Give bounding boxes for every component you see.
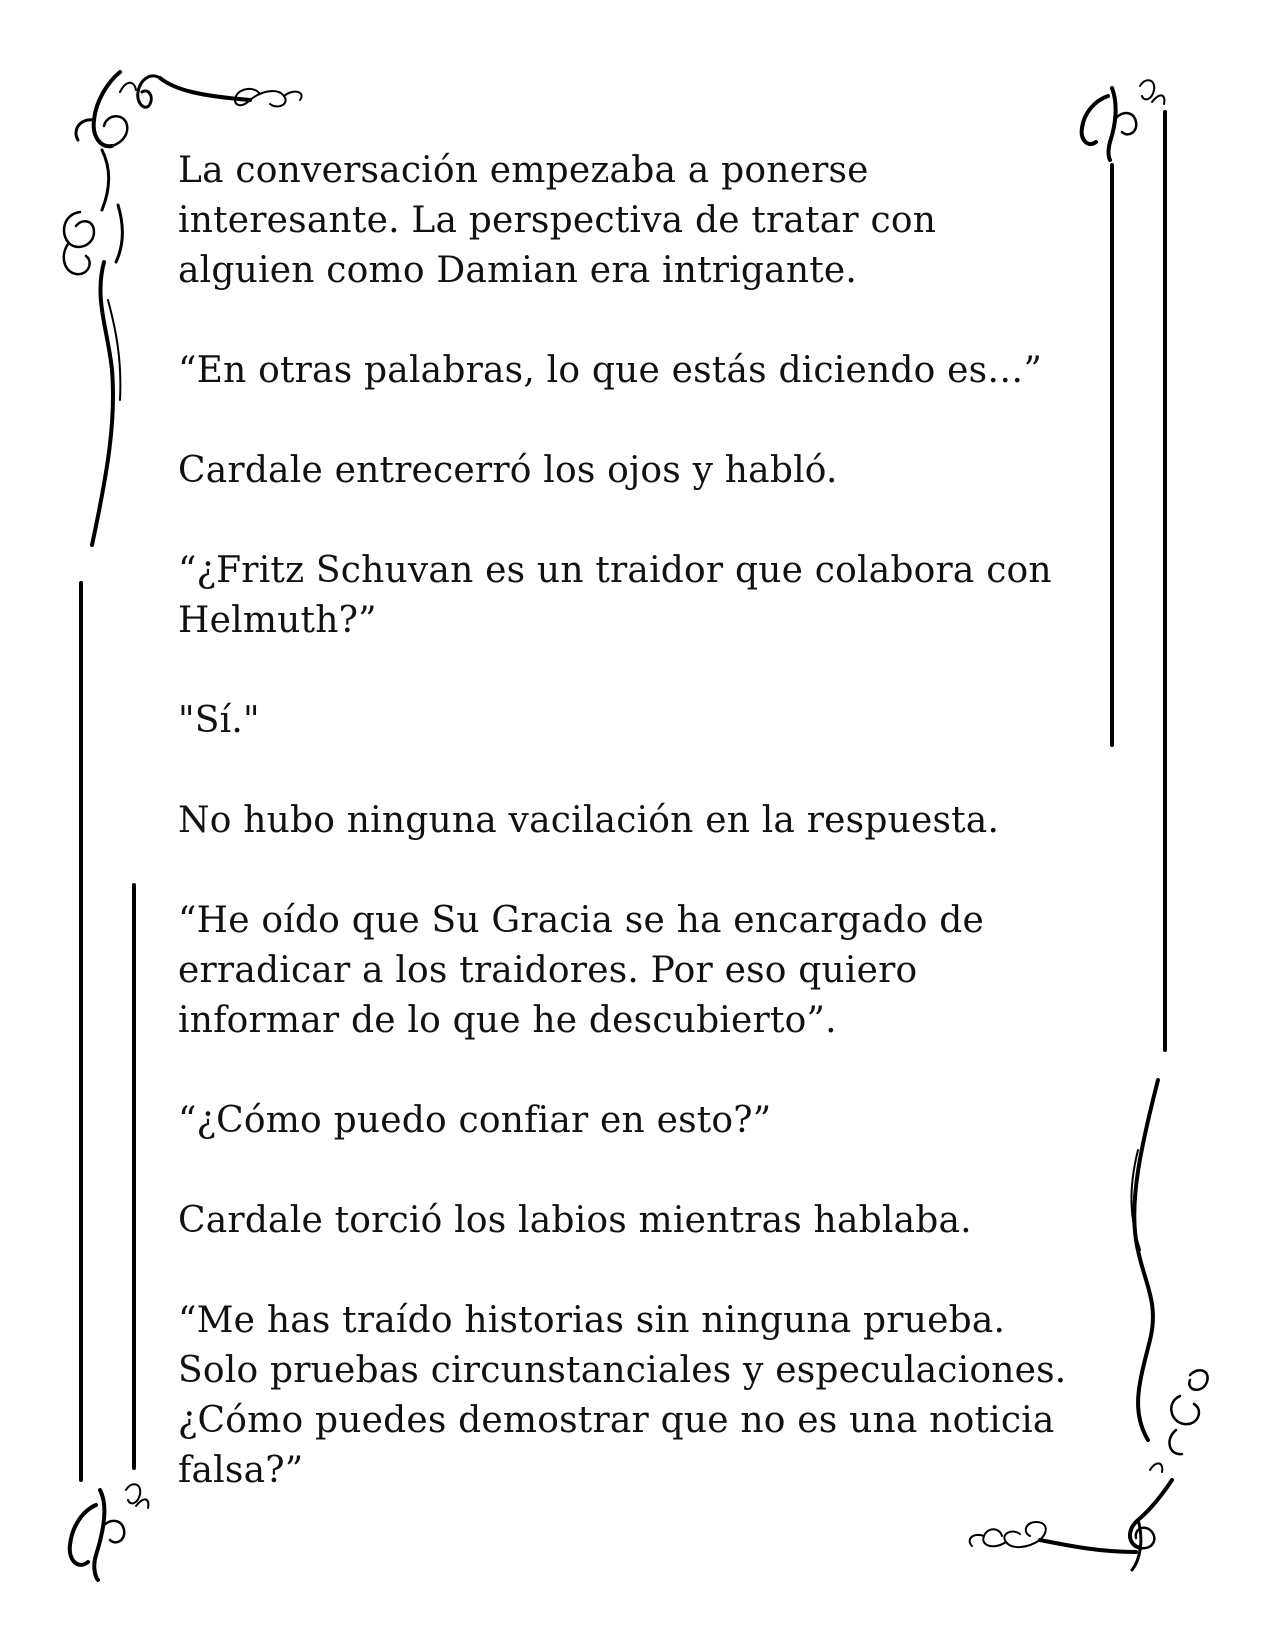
text-line: Cardale entrecerró los ojos y habló. [178,450,838,491]
text-line: interesante. La perspectiva de tratar con [178,200,937,241]
text-line: “¿Fritz Schuvan es un traidor que colabora con [178,550,1052,591]
bottom-left-flourish [70,1484,149,1580]
paragraph-2 [178,346,1098,396]
text-line: “¿Cómo puedo confiar en esto?” [178,1100,772,1141]
text-line: La conversación empezaba a ponerse [178,150,869,191]
text-line: No hubo ninguna vacilación en la respuesta. [178,800,1000,841]
paragraph-10 [178,1296,1098,1496]
text-line: Solo pruebas circunstanciales y especulaciones. [178,1350,1067,1391]
paragraph-3 [178,446,1098,496]
text-line: erradicar a los traidores. Por eso quiero [178,950,918,991]
text-line: informar de lo que he descubierto”. [178,1000,837,1041]
text-line: “Me has traído historias sin ninguna prueba. [178,1300,1006,1341]
paragraph-4 [178,546,1098,646]
paragraph-7 [178,896,1098,1046]
paragraph-1 [178,146,1098,296]
text-line: ¿Cómo puedes demostrar que no es una noticia [178,1400,1055,1441]
text-line: “En otras palabras, lo que estás diciendo es…” [178,350,1043,391]
text-line: Cardale torció los labios mientras hablaba. [178,1200,972,1241]
text-line: "Sí." [178,700,260,741]
paragraph-6 [178,796,1098,846]
text-line: Helmuth?” [178,600,377,641]
text-line: “He oído que Su Gracia se ha encargado de [178,900,985,941]
story-text [178,146,1098,1546]
text-line: alguien como Damian era intrigante. [178,250,858,291]
paragraph-5 [178,696,1098,746]
paragraph-8 [178,1096,1098,1146]
paragraph-9 [178,1196,1098,1246]
text-line: falsa?” [178,1450,304,1491]
